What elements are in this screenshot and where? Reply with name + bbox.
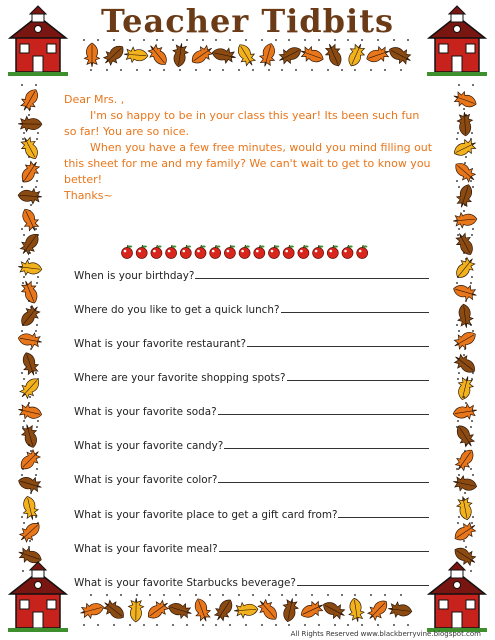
decor-dot [400, 594, 402, 596]
question-label: What is your favorite soda? [74, 406, 217, 418]
decor-dot [120, 69, 122, 71]
decor-dot [238, 594, 240, 596]
decor-dot [22, 570, 24, 572]
decor-dot [22, 324, 24, 326]
decor-dot [327, 594, 329, 596]
autumn-leaf-icon [451, 89, 479, 112]
decor-dot [295, 69, 297, 71]
autumn-leaf-icon [17, 402, 44, 422]
decor-dot [281, 594, 283, 596]
decor-dot [457, 420, 459, 422]
decor-dot [156, 624, 158, 626]
autumn-leaf-icon [451, 519, 479, 545]
autumn-leaf-icon [20, 495, 40, 522]
decor-dot [172, 624, 174, 626]
question-label: What is your favorite restaurant? [74, 338, 247, 350]
decor-dot [472, 372, 474, 374]
apple-icon [210, 245, 221, 259]
autumn-leaf-icon [452, 474, 478, 494]
decor-dot [354, 594, 356, 596]
decor-dot [456, 180, 458, 182]
apple-icon [298, 245, 309, 259]
decor-dot [457, 522, 459, 524]
question-row [74, 302, 429, 316]
decor-dot [370, 69, 372, 71]
decor-dot [163, 69, 165, 71]
autumn-leaf-icon [145, 41, 172, 69]
autumn-leaf-icon [276, 43, 304, 67]
decor-dot [470, 426, 472, 428]
question-row [74, 336, 429, 350]
decor-dot [143, 624, 145, 626]
decor-dot [471, 378, 473, 380]
autumn-leaf-icon [387, 601, 412, 619]
decor-dot [327, 69, 329, 71]
decor-dot [377, 624, 379, 626]
page-title: Teacher Tidbits [100, 2, 394, 40]
question-row [74, 370, 429, 384]
decor-dot [238, 69, 240, 71]
autumn-leaf-icon [452, 422, 478, 450]
autumn-leaf-icon [234, 602, 259, 619]
decor-dot [463, 108, 465, 110]
autumn-leaf-icon [322, 41, 345, 69]
answer-line[interactable] [287, 370, 429, 381]
autumn-leaf-icon [386, 43, 414, 68]
autumn-leaf-icon [166, 599, 193, 621]
autumn-leaf-icon [16, 473, 43, 494]
decor-dot [179, 594, 181, 596]
autumn-leaf-icon [84, 43, 99, 67]
decor-dot [268, 69, 270, 71]
decor-dot [472, 84, 474, 86]
decor-dot [36, 468, 38, 470]
decor-dot [393, 624, 395, 626]
question-row [74, 404, 429, 418]
autumn-leaf-icon [453, 230, 478, 258]
autumn-leaf-icon [452, 211, 477, 228]
decor-dot [209, 594, 211, 596]
autumn-leaf-icon [451, 351, 479, 378]
decor-dot [470, 324, 472, 326]
apple-icon [224, 245, 235, 259]
decor-dot [30, 450, 32, 452]
decor-dot [384, 594, 386, 596]
decor-dot [23, 378, 25, 380]
question-label: What is your favorite place to get a gift card from? [74, 509, 338, 521]
decor-dot [311, 594, 313, 596]
autumn-leaf-icon [17, 302, 44, 330]
question-row [74, 507, 429, 521]
decor-dot [29, 540, 31, 542]
apple-icon [313, 245, 324, 259]
answer-line[interactable] [219, 541, 429, 552]
decor-dot [21, 474, 23, 476]
decor-dot [28, 156, 30, 158]
decor-dot [136, 69, 138, 71]
decor-dot [384, 69, 386, 71]
apple-icon [283, 245, 294, 259]
decor-dot [458, 474, 460, 476]
decor-dot [23, 234, 25, 236]
decor-dot [29, 252, 31, 254]
autumn-leaf-icon [451, 281, 478, 302]
autumn-leaf-icon [257, 41, 278, 68]
decor-dot [361, 624, 363, 626]
decor-dot [35, 372, 37, 374]
decor-dot [472, 228, 474, 230]
decor-dot [457, 378, 459, 380]
decor-dot [457, 132, 459, 134]
decor-dot [23, 522, 25, 524]
autumn-leaf-icon [254, 596, 281, 624]
autumn-leaf-icon [18, 116, 42, 132]
decor-dot [83, 624, 85, 626]
autumn-leaf-icon [344, 41, 368, 69]
decor-dot [22, 468, 24, 470]
autumn-leaf-icon [100, 597, 128, 624]
decor-dot [458, 186, 460, 188]
decor-dot [215, 624, 217, 626]
decor-dot [456, 138, 458, 140]
decor-dot [341, 594, 343, 596]
autumn-leaf-icon [457, 112, 474, 137]
apple-icon [166, 245, 177, 259]
decor-dot [163, 594, 165, 596]
apple-icon [180, 245, 191, 259]
question-row [74, 268, 429, 282]
decor-dot [463, 396, 465, 398]
apple-divider [120, 244, 380, 260]
decor-dot [23, 132, 25, 134]
decor-dot [106, 594, 108, 596]
decor-dot [179, 69, 181, 71]
decor-dot [458, 84, 460, 86]
decor-dot [281, 69, 283, 71]
decor-dot [30, 348, 32, 350]
decor-dot [252, 594, 254, 596]
decor-dot [21, 330, 23, 332]
answer-line[interactable] [224, 438, 429, 449]
decor-dot [136, 594, 138, 596]
decor-dot [149, 69, 151, 71]
decor-dot [37, 420, 39, 422]
decor-dot [36, 138, 38, 140]
decor-dot [30, 492, 32, 494]
decor-dot [470, 282, 472, 284]
decor-dot [252, 69, 254, 71]
autumn-leaf-icon [144, 597, 172, 623]
schoolhouse-icon [427, 562, 487, 632]
decor-dot [229, 624, 231, 626]
decor-dot [470, 180, 472, 182]
footer-credit: All Rights Reserved www.blackberryvine.blogspot.com [290, 630, 481, 638]
decor-dot [472, 474, 474, 476]
autumn-leaf-icon [79, 600, 106, 621]
decor-dot [35, 516, 37, 518]
decor-dot [35, 474, 37, 476]
decor-dot [407, 624, 409, 626]
answer-line[interactable] [218, 472, 429, 483]
decor-dot [456, 282, 458, 284]
autumn-leaf-icon [124, 47, 149, 64]
answer-line[interactable] [338, 507, 429, 518]
decor-dot [21, 186, 23, 188]
decor-dot [35, 186, 37, 188]
decor-dot [465, 402, 467, 404]
decor-dot [113, 624, 115, 626]
question-label: When is your birthday? [74, 270, 195, 282]
decor-dot [35, 228, 37, 230]
decor-dot [456, 468, 458, 470]
decor-dot [120, 594, 122, 596]
autumn-leaf-icon [298, 598, 326, 622]
decor-dot [90, 594, 92, 596]
decor-dot [22, 426, 24, 428]
letter-paragraph-2: When you have a few free minutes, would you mind filling out this sheet for me and my family? We can't wait to get to know you better! [64, 141, 433, 186]
apple-icon [254, 245, 265, 259]
decor-dot [209, 69, 211, 71]
decor-dot [22, 138, 24, 140]
autumn-leaf-icon [17, 259, 42, 277]
decor-dot [463, 540, 465, 542]
question-label: Where do you like to get a quick lunch? [74, 304, 280, 316]
apple-icon [357, 245, 368, 259]
autumn-leaf-icon [364, 596, 392, 624]
autumn-leaf-icon [18, 188, 43, 205]
decor-dot [29, 396, 31, 398]
autumn-leaf-icon [191, 596, 214, 624]
decor-dot [465, 156, 467, 158]
decor-dot [129, 624, 131, 626]
autumn-leaf-icon [18, 134, 43, 162]
decor-dot [21, 516, 23, 518]
decor-dot [464, 348, 466, 350]
autumn-leaf-icon [16, 446, 44, 474]
decor-dot [28, 300, 30, 302]
decor-dot [97, 624, 99, 626]
decor-dot [472, 516, 474, 518]
answer-line[interactable] [247, 336, 429, 347]
autumn-leaf-icon [17, 158, 43, 186]
decor-dot [471, 234, 473, 236]
decor-dot [21, 228, 23, 230]
decor-dot [23, 420, 25, 422]
decor-dot [464, 162, 466, 164]
question-row [74, 541, 429, 555]
decor-dot [471, 522, 473, 524]
decor-dot [463, 210, 465, 212]
decor-dot [261, 624, 263, 626]
decor-dot [222, 69, 224, 71]
autumn-leaf-icon [452, 403, 478, 422]
decor-dot [28, 114, 30, 116]
apple-icon [327, 245, 338, 259]
decor-dot [195, 594, 197, 596]
autumn-leaf-icon [280, 597, 300, 623]
decor-dot [458, 516, 460, 518]
decor-dot [334, 624, 336, 626]
apple-icon [151, 245, 162, 259]
decor-dot [472, 330, 474, 332]
decor-dot [29, 108, 31, 110]
decor-dot [21, 372, 23, 374]
decor-dot [400, 69, 402, 71]
letter-greeting: Dear Mrs. , [64, 93, 125, 106]
decor-dot [471, 276, 473, 278]
autumn-leaf-icon [452, 254, 479, 282]
decor-dot [36, 324, 38, 326]
decor-dot [288, 624, 290, 626]
answer-line[interactable] [297, 575, 429, 586]
autumn-leaf-icon [320, 598, 348, 623]
apple-icon [195, 245, 206, 259]
autumn-leaf-icon [188, 42, 216, 68]
decor-dot [36, 426, 38, 428]
decor-dot [465, 444, 467, 446]
question-label: What is your favorite color? [74, 474, 218, 486]
question-row [74, 575, 429, 589]
decor-dot [36, 282, 38, 284]
decor-dot [456, 324, 458, 326]
apple-icon [239, 245, 250, 259]
decor-dot [37, 132, 39, 134]
question-label: What is your favorite Starbucks beverage? [74, 577, 296, 589]
decor-dot [295, 594, 297, 596]
decor-dot [457, 276, 459, 278]
decor-dot [30, 204, 32, 206]
question-label: What is your favorite candy? [74, 440, 224, 452]
decor-dot [354, 69, 356, 71]
apple-icon [136, 245, 147, 259]
decor-dot [341, 69, 343, 71]
autumn-leaf-icon [211, 45, 237, 65]
decor-dot [21, 84, 23, 86]
decor-dot [22, 282, 24, 284]
decor-dot [370, 594, 372, 596]
decor-dot [222, 594, 224, 596]
autumn-leaf-icon [364, 44, 391, 66]
answer-line[interactable] [195, 268, 429, 279]
schoolhouse-icon [8, 562, 68, 632]
answer-line[interactable] [281, 302, 430, 313]
decor-dot [37, 276, 39, 278]
apple-icon [342, 245, 353, 259]
decor-dot [28, 258, 30, 260]
autumn-leaf-icon [171, 42, 189, 68]
decor-dot [90, 69, 92, 71]
decor-dot [304, 624, 306, 626]
decor-dot [465, 546, 467, 548]
question-row [74, 438, 429, 452]
autumn-leaf-icon [128, 598, 144, 622]
decor-dot [463, 252, 465, 254]
decor-dot [347, 624, 349, 626]
autumn-leaf-icon [347, 597, 366, 623]
decor-dot [464, 492, 466, 494]
decor-dot [202, 624, 204, 626]
apple-icon [122, 245, 133, 259]
autumn-leaf-icon [18, 278, 41, 306]
autumn-leaf-icon [17, 330, 43, 349]
decor-dot [28, 444, 30, 446]
letter-paragraph-1: I'm so happy to be in your class this year! Its been such fun so far! You are so nice. [64, 109, 420, 138]
decor-dot [22, 180, 24, 182]
autumn-leaf-icon [211, 596, 237, 624]
autumn-leaf-icon [298, 44, 326, 67]
decor-dot [458, 330, 460, 332]
decor-dot [149, 594, 151, 596]
decor-dot [186, 624, 188, 626]
decor-dot [106, 69, 108, 71]
decor-dot [268, 594, 270, 596]
decor-dot [463, 354, 465, 356]
decor-dot [472, 186, 474, 188]
apple-icon [269, 245, 280, 259]
decor-dot [311, 69, 313, 71]
decor-dot [195, 69, 197, 71]
autumn-leaf-icon [233, 41, 258, 69]
decor-dot [36, 180, 38, 182]
decor-dot [35, 330, 37, 332]
letter-closing: Thanks~ [64, 189, 113, 202]
autumn-leaf-icon [100, 41, 128, 68]
question-label: What is your favorite meal? [74, 543, 218, 555]
decor-dot [458, 372, 460, 374]
question-row [74, 472, 429, 486]
decor-dot [275, 624, 277, 626]
question-label: Where are your favorite shopping spots? [74, 372, 286, 384]
decor-dot [471, 132, 473, 134]
decor-dot [470, 468, 472, 470]
autumn-leaf-icon [451, 136, 479, 160]
decor-dot [464, 204, 466, 206]
decor-dot [318, 624, 320, 626]
answer-line[interactable] [218, 404, 429, 415]
decor-dot [245, 624, 247, 626]
decor-dot [470, 570, 472, 572]
decor-dot [458, 228, 460, 230]
decor-dot [465, 300, 467, 302]
decor-dot [457, 234, 459, 236]
decor-dot [23, 276, 25, 278]
decor-dot [35, 84, 37, 86]
intro-letter [64, 92, 434, 204]
decor-dot [471, 420, 473, 422]
